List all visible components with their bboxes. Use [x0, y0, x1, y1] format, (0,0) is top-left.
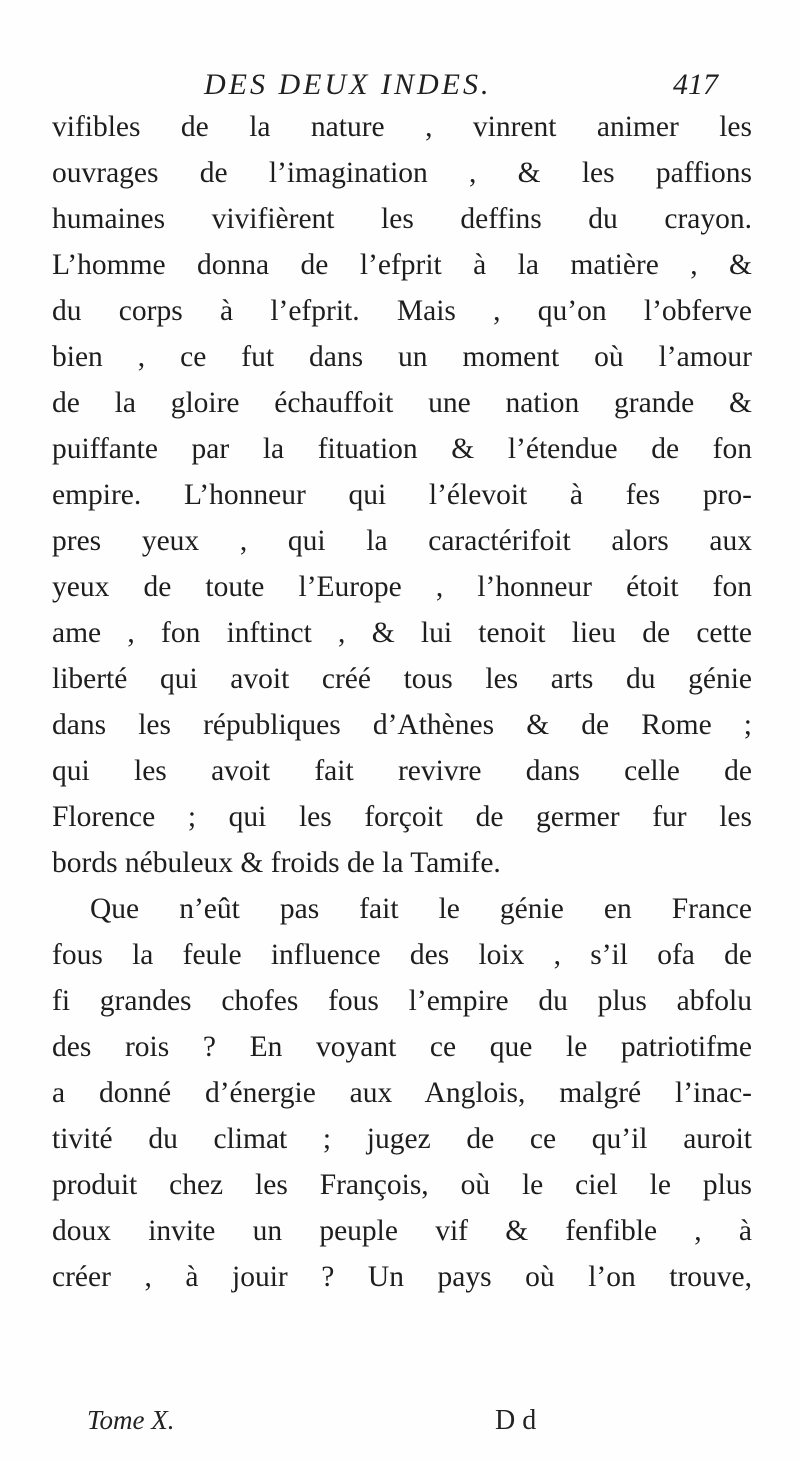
- text-line: a donné d’énergie aux Anglois, malgré l’inac-: [52, 1077, 752, 1109]
- volume-label: Tome X.: [87, 1405, 175, 1435]
- text-line: des rois ? En voyant ce que le patriotifme: [52, 1031, 752, 1063]
- text-line: humaines vivifièrent les deffins du crayon.: [52, 203, 752, 235]
- text-line: empire. L’honneur qui l’élevoit à fes pro-: [52, 479, 752, 511]
- text-line: qui les avoit fait revivre dans celle de: [52, 755, 752, 787]
- text-line: vifibles de la nature , vinrent animer les: [52, 111, 752, 143]
- text-line: produit chez les François, où le ciel le plus: [52, 1169, 752, 1201]
- text-line: doux invite un peuple vif & fenfible , à: [52, 1215, 752, 1247]
- text-line-paragraph-end: bords nébuleux & froids de la Tamife.: [52, 847, 501, 879]
- text-line: du corps à l’efprit. Mais , qu’on l’obferve: [52, 295, 752, 327]
- page-footer: [0, 1405, 800, 1445]
- text-line: de la gloire échauffoit une nation grande &: [52, 387, 752, 419]
- signature-mark: D d: [495, 1405, 537, 1436]
- text-line: yeux de toute l’Europe , l’honneur étoit fon: [52, 571, 752, 603]
- text-line: fous la feule influence des loix , s’il ofa de: [52, 939, 752, 971]
- text-line: L’homme donna de l’efprit à la matière , &: [52, 249, 752, 281]
- text-line-paragraph-start: Que n’eût pas fait le génie en France: [90, 893, 752, 925]
- text-line: pres yeux , qui la caractérifoit alors aux: [52, 525, 752, 557]
- text-line: ame , fon inftinct , & lui tenoit lieu de cette: [52, 617, 752, 649]
- body-text: [52, 104, 752, 1300]
- running-title: DES DEUX INDES.: [204, 68, 492, 101]
- text-line: fi grandes chofes fous l’empire du plus abfolu: [52, 985, 752, 1017]
- text-line: Florence ; qui les forçoit de germer fur les: [52, 801, 752, 833]
- page-number: 417: [673, 68, 718, 101]
- text-line: liberté qui avoit créé tous les arts du génie: [52, 663, 752, 695]
- text-line: dans les républiques d’Athènes & de Rome ;: [52, 709, 752, 741]
- text-line: créer , à jouir ? Un pays où l’on trouve,: [52, 1261, 752, 1293]
- text-line: puiffante par la fituation & l’étendue de fon: [52, 433, 752, 465]
- text-line: bien , ce fut dans un moment où l’amour: [52, 341, 752, 373]
- text-line: tivité du climat ; jugez de ce qu’il auroit: [52, 1123, 752, 1155]
- text-line: ouvrages de l’imagination , & les paffions: [52, 157, 752, 189]
